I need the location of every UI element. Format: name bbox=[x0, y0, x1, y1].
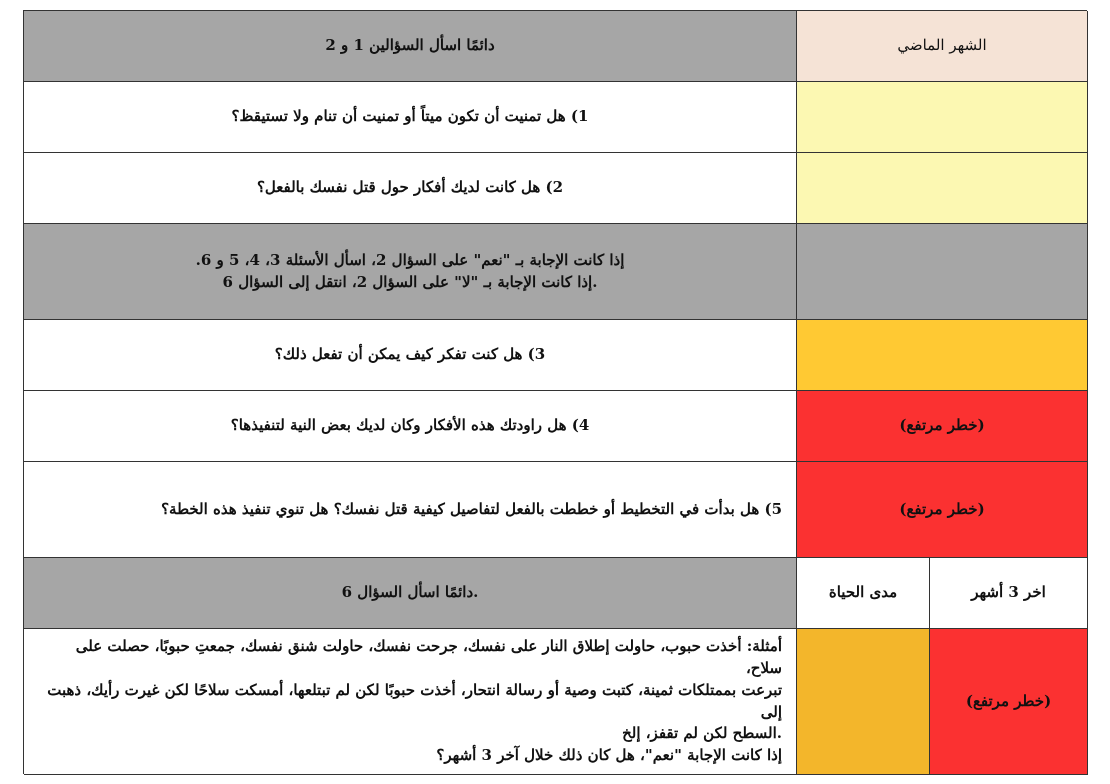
question-4 bbox=[24, 391, 797, 462]
question-2-answer-cell[interactable] bbox=[797, 153, 1088, 224]
high-risk-label: (خطر مرتفع) bbox=[899, 499, 985, 518]
question-6-line-2: تبرعت بممتلكات ثمينة، كتبت وصية أو رسالة انتحار، أخذت حبوبًا لكن لم تبتلعها، أمسكت سلاحًا لكن غيرت رأيك، ذهبت إلى bbox=[47, 680, 782, 721]
high-risk-label: (خطر مرتفع) bbox=[899, 416, 985, 435]
question-6-last-3-months-cell[interactable] bbox=[930, 629, 1088, 775]
question-6-line-1: أمثلة: أخذت حبوب، حاولت إطلاق النار على نفسك، جرحت نفسك، حاولت شنق نفسك، جمعتِ حبوبًا، حصلت على سلاح، bbox=[75, 637, 782, 677]
question-header bbox=[24, 11, 797, 82]
question-3 bbox=[24, 320, 797, 391]
question-6-header bbox=[24, 558, 797, 629]
instruction-side-cell bbox=[797, 224, 1088, 320]
instruction-line-2: .إذا كانت الإجابة بـ "لا" على السؤال 2، انتقل إلى السؤال 6 bbox=[222, 272, 598, 291]
question-header-text: دائمًا اسأل السؤالين 1 و 2 bbox=[325, 36, 495, 55]
question-3-answer-cell[interactable] bbox=[797, 320, 1088, 391]
last-3-months-text: اخر 3 أشهر bbox=[971, 583, 1046, 602]
question-6-header-text: .دائمًا اسأل السؤال 6 bbox=[341, 583, 479, 602]
question-3-text: 3) هل كنت تفكر كيف يمكن أن تفعل ذلك؟ bbox=[274, 345, 546, 364]
question-2 bbox=[24, 153, 797, 224]
question-1-answer-cell[interactable] bbox=[797, 82, 1088, 153]
question-6 bbox=[24, 629, 797, 775]
question-6-line-3: .السطح لكن لم تقفز، إلخ bbox=[622, 724, 782, 743]
question-1-text: 1) هل تمنيت أن تكون ميتاً أو تمنيت أن تنام ولا تستيقظ؟ bbox=[231, 107, 589, 126]
lifetime-text: مدى الحياة bbox=[828, 583, 898, 602]
instruction-line-1: إذا كانت الإجابة بـ "نعم" على السؤال 2، اسأل الأسئلة 3، 4، 5 و 6. bbox=[195, 250, 625, 269]
question-6-line-4: إذا كانت الإجابة "نعم"، هل كان ذلك خلال آخر 3 أشهر؟ bbox=[436, 746, 782, 764]
question-5-text: 5) هل بدأت في التخطيط أو خططت بالفعل لتفاصيل كيفية قتل نفسك؟ هل تنوي تنفيذ هذه الخطة؟ bbox=[161, 499, 782, 518]
question-2-text: 2) هل كانت لديك أفكار حول قتل نفسك بالفعل؟ bbox=[256, 178, 564, 197]
question-6-lifetime-cell[interactable] bbox=[797, 629, 930, 775]
past-month-text: الشهر الماضي bbox=[897, 36, 987, 55]
past-month-header bbox=[797, 11, 1088, 82]
question-5-answer-cell[interactable] bbox=[797, 462, 1088, 558]
screening-table bbox=[23, 10, 1087, 774]
last-3-months-header bbox=[930, 558, 1088, 629]
high-risk-label: (خطر مرتفع) bbox=[965, 691, 1052, 710]
question-4-answer-cell[interactable] bbox=[797, 391, 1088, 462]
question-1 bbox=[24, 82, 797, 153]
question-4-text: 4) هل راودتك هذه الأفكار وكان لديك بعض النية لتنفيذها؟ bbox=[230, 416, 590, 435]
lifetime-header bbox=[797, 558, 930, 629]
question-5 bbox=[24, 462, 797, 558]
instruction-row bbox=[24, 224, 797, 320]
